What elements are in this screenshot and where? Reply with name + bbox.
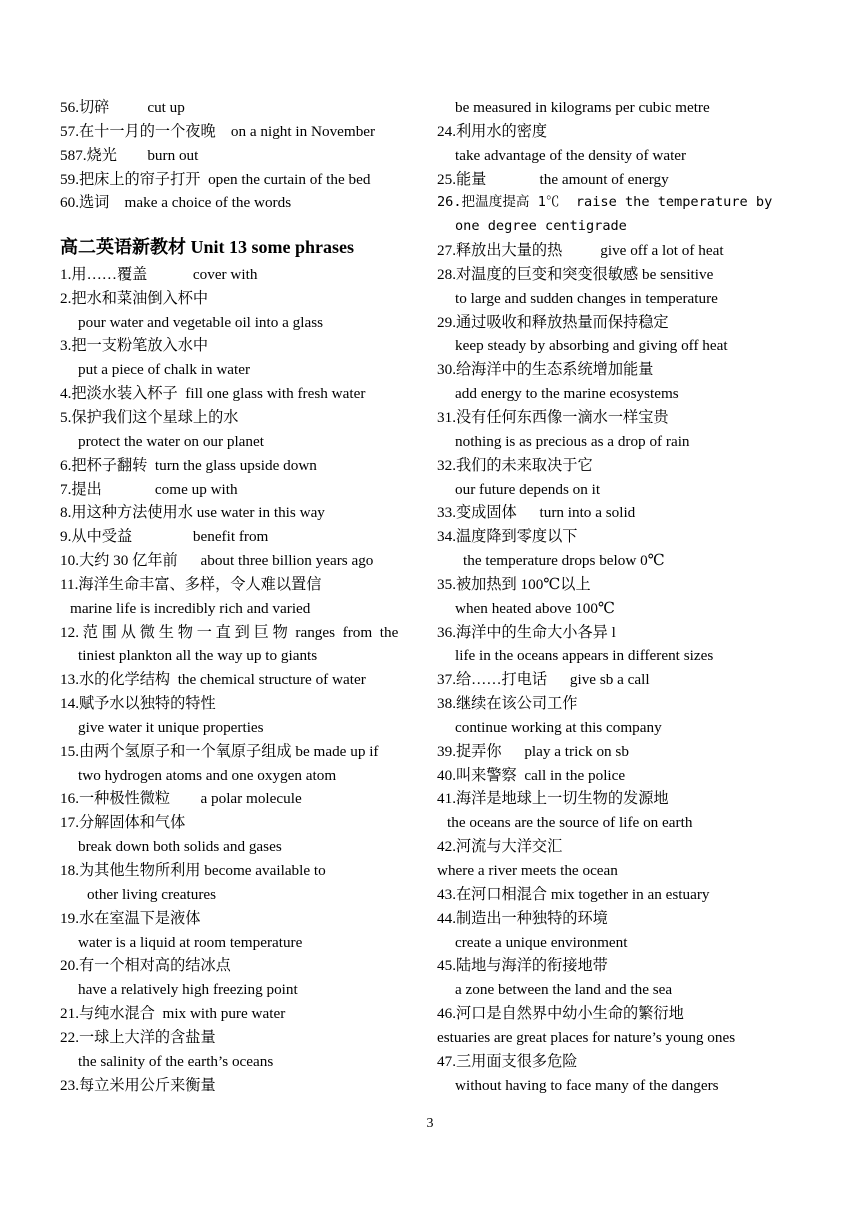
- text-line: break down both solids and gases: [78, 838, 282, 856]
- text-line: create a unique environment: [455, 933, 628, 951]
- text-line: 47.三用面支很多危险: [437, 1052, 578, 1070]
- text-line: 39.捉弄你 play a trick on sb: [437, 742, 629, 760]
- text-line: 8.用这种方法使用水 use water in this way: [60, 504, 325, 522]
- text-line: 15.由两个氢原子和一个氧原子组成 be made up if: [60, 742, 379, 760]
- text-line: 18.为其他生物所利用 become available to: [60, 862, 326, 879]
- text-line: keep steady by absorbing and giving off heat: [455, 337, 728, 355]
- text-line: tiniest plankton all the way up to giants: [78, 647, 318, 665]
- text-line: 23.每立米用公斤来衡量: [60, 1076, 216, 1094]
- text-line: 42.河流与大洋交汇: [437, 838, 563, 856]
- text-line: where a river meets the ocean: [437, 862, 618, 879]
- text-line: 34.温度降到零度以下: [437, 528, 578, 546]
- right-column: [437, 96, 809, 1097]
- text-line: a zone between the land and the sea: [455, 981, 673, 999]
- text-line: 587.烧光 burn out: [60, 146, 199, 164]
- text-line: continue working at this company: [455, 718, 662, 736]
- page-number: 3: [426, 1116, 434, 1131]
- text-line: without having to face many of the dangers: [455, 1076, 719, 1094]
- text-line: other living creatures: [87, 885, 217, 903]
- text-line: 11.海洋生命丰富、多样，令人难以置信: [60, 575, 322, 593]
- text-line: water is a liquid at room temperature: [78, 933, 303, 951]
- text-line: 12. 范 围 从 微 生 物 一 直 到 巨 物 ranges from the: [60, 623, 399, 641]
- text-line: 60.选词 make a choice of the words: [60, 194, 292, 212]
- text-line: 9.从中受益 benefit from: [60, 528, 269, 546]
- text-line: 24.利用水的密度: [437, 122, 548, 140]
- section-heading: 高二英语新教材 Unit 13 some phrases: [60, 237, 355, 258]
- text-line: 5.保护我们这个星球上的水: [60, 408, 239, 426]
- text-line: have a relatively high freezing point: [78, 981, 298, 999]
- text-line: estuaries are great places for nature’s young ones: [437, 1028, 736, 1046]
- text-line: 40.叫来警察 call in the police: [437, 766, 626, 784]
- text-line: 6.把杯子翻转 turn the glass upside down: [60, 456, 317, 474]
- text-line: two hydrogen atoms and one oxygen atom: [78, 766, 337, 784]
- text-line: 36.海洋中的生命大小各异 l: [437, 623, 616, 641]
- text-line: 7.提出 come up with: [60, 480, 238, 498]
- text-line: 20.有一个相对高的结冰点: [60, 957, 231, 975]
- text-line: 19.水在室温下是液体: [60, 909, 201, 927]
- text-line: be measured in kilograms per cubic metre: [455, 99, 710, 116]
- text-line: 26.把温度提高 1℃ raise the temperature by: [437, 194, 773, 211]
- text-line: one degree centigrade: [455, 218, 627, 235]
- text-line: put a piece of chalk in water: [78, 361, 251, 379]
- text-line: to large and sudden changes in temperature: [455, 289, 718, 307]
- text-line: pour water and vegetable oil into a glass: [78, 313, 324, 331]
- text-line: 45.陆地与海洋的衔接地带: [437, 957, 608, 975]
- text-line: add energy to the marine ecosystems: [455, 385, 679, 403]
- text-line: 38.继续在该公司工作: [437, 695, 578, 713]
- text-line: 31.没有任何东西像一滴水一样宝贵: [437, 408, 669, 426]
- text-line: 13.水的化学结构 the chemical structure of water: [60, 671, 366, 689]
- text-line: 27.释放出大量的热 give off a lot of heat: [437, 242, 724, 260]
- text-line: 25.能量 the amount of energy: [437, 170, 669, 188]
- text-line: 2.把水和菜油倒入杯中: [60, 289, 209, 307]
- text-line: 46.河口是自然界中幼小生命的繁衍地: [437, 1005, 684, 1023]
- text-line: 4.把淡水装入杯子 fill one glass with fresh water: [60, 385, 366, 403]
- text-line: life in the oceans appears in different sizes: [455, 647, 714, 665]
- text-line: 33.变成固体 turn into a solid: [437, 504, 636, 522]
- text-line: 32.我们的未来取决于它: [437, 456, 593, 474]
- text-line: nothing is as precious as a drop of rain: [455, 432, 690, 450]
- text-line: when heated above 100℃: [455, 599, 615, 617]
- text-line: take advantage of the density of water: [455, 146, 687, 164]
- text-line: 17.分解固体和气体: [60, 814, 186, 832]
- left-column: [60, 96, 432, 1097]
- text-line: 35.被加热到 100℃以上: [437, 575, 591, 593]
- text-line: 57.在十一月的一个夜晚 on a night in November: [60, 122, 376, 140]
- text-line: 43.在河口相混合 mix together in an estuary: [437, 885, 710, 903]
- text-line: 28.对温度的巨变和突变很敏感 be sensitive: [437, 265, 714, 283]
- text-line: the temperature drops below 0℃: [463, 552, 665, 570]
- text-line: 1.用……覆盖 cover with: [60, 265, 258, 283]
- text-line: 56.切碎 cut up: [60, 99, 185, 116]
- text-line: 59.把床上的帘子打开 open the curtain of the bed: [60, 170, 371, 188]
- text-line: 37.给……打电话 give sb a call: [437, 671, 650, 689]
- text-line: 29.通过吸收和释放热量而保持稳定: [437, 313, 669, 331]
- text-line: 44.制造出一种独特的环境: [437, 909, 608, 927]
- text-line: 21.与纯水混合 mix with pure water: [60, 1005, 286, 1023]
- text-line: 16.一种极性微粒 a polar molecule: [60, 790, 302, 808]
- text-line: protect the water on our planet: [78, 432, 264, 450]
- text-line: the oceans are the source of life on earth: [447, 814, 693, 832]
- text-line: 10.大约 30 亿年前 about three billion years ago: [60, 552, 374, 570]
- text-line: 14.赋予水以独特的特性: [60, 695, 216, 713]
- text-line: 41.海洋是地球上一切生物的发源地: [437, 790, 669, 808]
- text-line: 30.给海洋中的生态系统增加能量: [437, 361, 654, 379]
- text-line: 22.一球上大洋的含盐量: [60, 1028, 216, 1046]
- text-line: our future depends on it: [455, 480, 601, 498]
- text-line: marine life is incredibly rich and varied: [70, 599, 311, 617]
- text-line: the salinity of the earth’s oceans: [78, 1052, 274, 1070]
- text-line: 3.把一支粉笔放入水中: [60, 337, 209, 355]
- text-line: give water it unique properties: [78, 718, 264, 736]
